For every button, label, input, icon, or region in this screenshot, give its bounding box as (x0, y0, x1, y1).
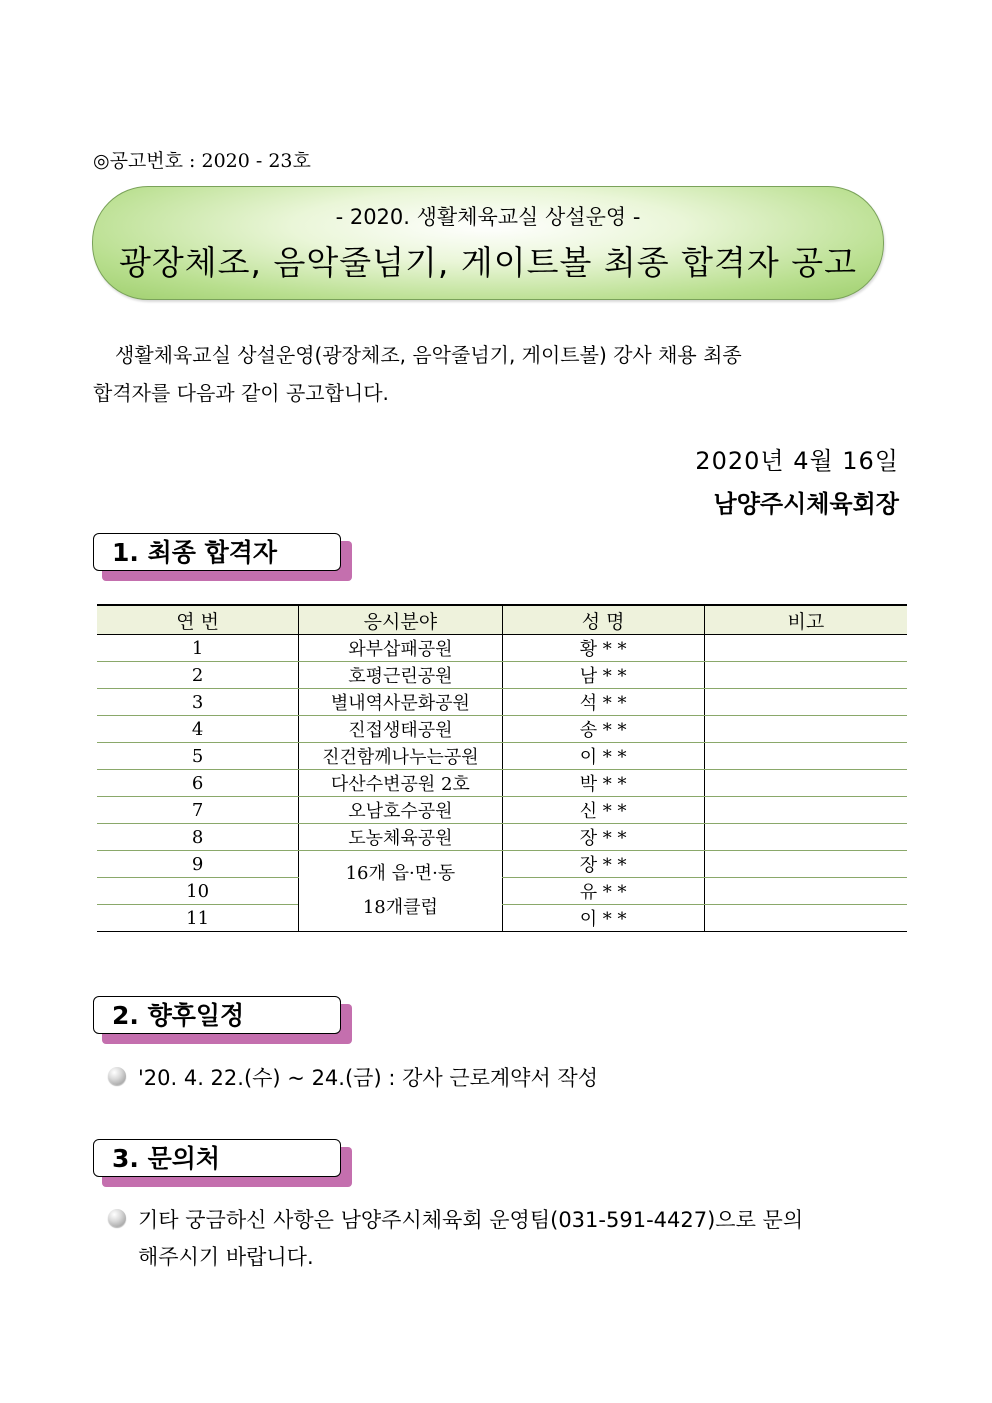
bullet-ball-icon (108, 1209, 126, 1227)
organization-name: 남양주시체육회장 (713, 490, 899, 518)
cell-field: 도농체육공원 (299, 824, 502, 851)
col-header-name: 성 명 (502, 605, 704, 635)
merged-field-line-1: 16개 읍·면·동 (345, 863, 456, 884)
merged-field-line-2: 18개클럽 (362, 897, 438, 918)
cell-note (704, 824, 907, 851)
cell-name: 장 * * (502, 851, 704, 878)
table-row (97, 851, 907, 878)
cell-note (704, 770, 907, 797)
cell-field: 호평근린공원 (299, 662, 502, 689)
table-row (97, 689, 907, 716)
cell-note (704, 716, 907, 743)
cell-name: 석 * * (502, 689, 704, 716)
table-row (97, 635, 907, 662)
col-header-no: 연 번 (97, 605, 299, 635)
cell-field: 와부삽패공원 (299, 635, 502, 662)
table-row (97, 797, 907, 824)
cell-name: 남 * * (502, 662, 704, 689)
table-row (97, 743, 907, 770)
cell-name: 박 * * (502, 770, 704, 797)
title-subtitle: - 2020. 생활체육교실 상설운영 - (335, 205, 641, 229)
table-row (97, 662, 907, 689)
intro-line-2: 합격자를 다음과 같이 공고합니다. (93, 381, 389, 405)
cell-name: 장 * * (502, 824, 704, 851)
cell-field: 진건함께나누는공원 (299, 743, 502, 770)
cell-note (704, 797, 907, 824)
cell-no: 11 (97, 905, 299, 932)
table-row (97, 878, 907, 905)
notice-date: 2020년 4월 16일 (695, 447, 899, 475)
cell-field: 오남호수공원 (299, 797, 502, 824)
table-row (97, 824, 907, 851)
cell-name: 이 * * (502, 905, 704, 932)
cell-no: 7 (97, 797, 299, 824)
cell-field-merged (299, 851, 502, 932)
cell-note (704, 662, 907, 689)
cell-no: 8 (97, 824, 299, 851)
table-row (97, 770, 907, 797)
cell-note (704, 635, 907, 662)
contact-line-1: 기타 궁금하신 사항은 남양주시체육회 운영팀(031-591-4427)으로 문의 (138, 1208, 804, 1232)
cell-name: 송 * * (502, 716, 704, 743)
cell-name: 이 * * (502, 743, 704, 770)
cell-note (704, 905, 907, 932)
cell-no: 3 (97, 689, 299, 716)
contact-line-2: 해주시기 바랍니다. (138, 1245, 314, 1269)
cell-name: 황 * * (502, 635, 704, 662)
cell-field: 별내역사문화공원 (299, 689, 502, 716)
table-row (97, 716, 907, 743)
cell-no: 5 (97, 743, 299, 770)
bullet-ball-icon (108, 1067, 126, 1085)
intro-line-1: 생활체육교실 상설운영(광장체조, 음악줄넘기, 게이트볼) 강사 채용 최종 (115, 343, 742, 367)
cell-name: 신 * * (502, 797, 704, 824)
cell-no: 10 (97, 878, 299, 905)
cell-note (704, 743, 907, 770)
table-row (97, 905, 907, 932)
cell-note (704, 851, 907, 878)
section-2-heading (93, 996, 343, 1036)
section-3-heading (93, 1139, 343, 1179)
intro-paragraph (93, 336, 883, 412)
cell-field: 다산수변공원 2호 (299, 770, 502, 797)
table-header-row (97, 605, 907, 635)
section-3-heading-label: 3. 문의처 (93, 1139, 341, 1177)
section-1-heading-label: 1. 최종 합격자 (93, 533, 341, 571)
section-2-heading-label: 2. 향후일정 (93, 996, 341, 1034)
cell-note (704, 689, 907, 716)
cell-no: 2 (97, 662, 299, 689)
col-header-field: 응시분야 (299, 605, 502, 635)
results-table (97, 604, 907, 932)
cell-no: 1 (97, 635, 299, 662)
cell-name: 유 * * (502, 878, 704, 905)
section-1-heading (93, 533, 343, 573)
title-main: 광장체조, 음악줄넘기, 게이트볼 최종 합격자 공고 (119, 243, 857, 282)
cell-no: 4 (97, 716, 299, 743)
cell-no: 9 (97, 851, 299, 878)
title-banner (92, 186, 884, 300)
cell-note (704, 878, 907, 905)
col-header-note: 비고 (704, 605, 907, 635)
notice-number: ◎공고번호 : 2020 - 23호 (93, 150, 311, 172)
cell-no: 6 (97, 770, 299, 797)
cell-field: 진접생태공원 (299, 716, 502, 743)
schedule-item: '20. 4. 22.(수) ~ 24.(금) : 강사 근로계약서 작성 (138, 1066, 598, 1090)
